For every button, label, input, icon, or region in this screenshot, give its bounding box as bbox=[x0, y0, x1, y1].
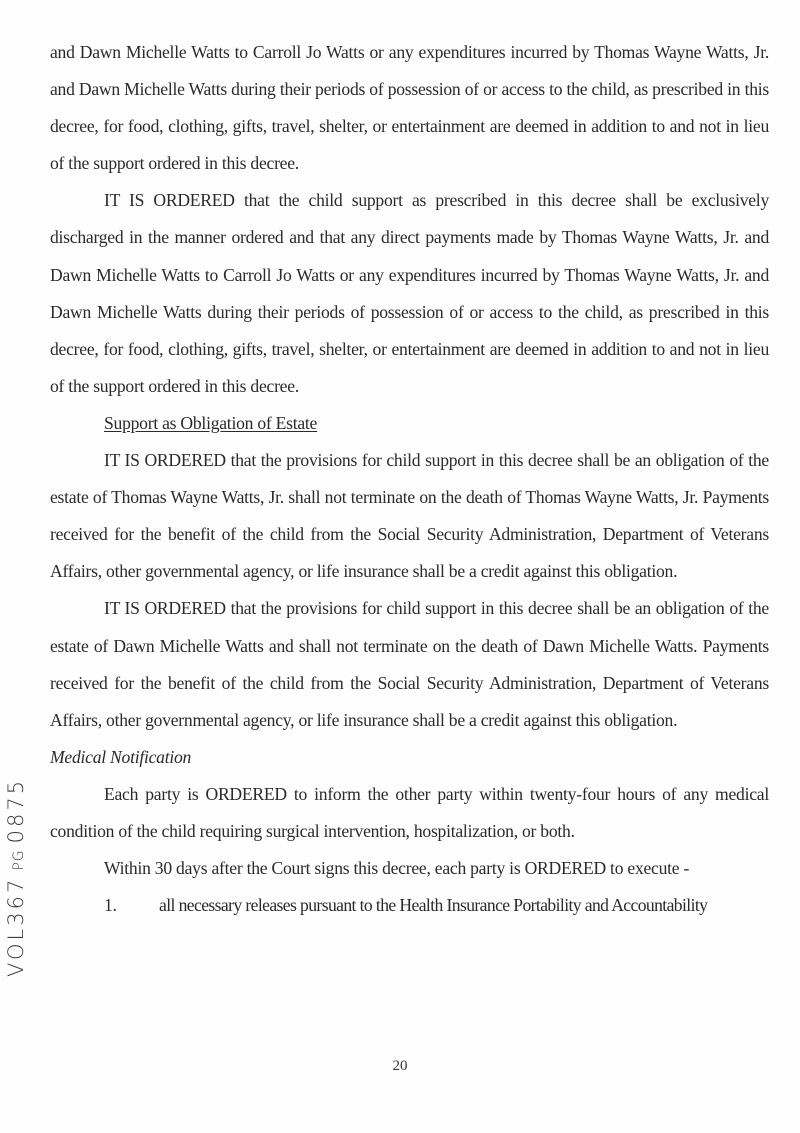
paragraph-support-discharge: IT IS ORDERED that the child support as prescribed in this decree shall be exclusively discharged in the manner ordered and that any direct payments made by Thomas Wayne Watts, Jr. and Dawn Michelle Watts to Carroll Jo Watts or any expenditures incurred by Thomas Wayne Watts, Jr. and Dawn Michelle Watts during their periods of possession of or access to the child, as prescribed in this decree, for food, clothing, gifts, travel, shelter, or entertainment are deemed in addition to and not in lieu of the support ordered in this decree. bbox=[50, 190, 769, 396]
paragraph-estate-obligation-mother: IT IS ORDERED that the provisions for child support in this decree shall be an obligation of the estate of Dawn Michelle Watts and shall not terminate on the death of Dawn Michelle Watts. Payments received for the benefit of the child from the Social Security Administration, Department of Veterans Affairs, other governmental agency, or life insurance shall be a credit against this obligation. bbox=[50, 598, 769, 730]
section-heading-medical-notification: Medical Notification bbox=[50, 746, 192, 767]
document-body bbox=[50, 34, 769, 924]
stamp-pg-number: 0875 bbox=[4, 777, 28, 844]
list-item-text: all necessary releases pursuant to the Health Insurance Portability and Accountability bbox=[159, 895, 708, 916]
section-heading-support-obligation bbox=[50, 405, 769, 442]
paragraph-execute-within-30-days: Within 30 days after the Court signs this decree, each party is ORDERED to execute - bbox=[104, 858, 690, 879]
volume-page-stamp bbox=[4, 778, 28, 977]
page-number: 20 bbox=[392, 1058, 408, 1074]
list-item bbox=[50, 887, 769, 924]
section-heading-text: Support as Obligation of Estate bbox=[104, 412, 318, 433]
list-item-number: 1. bbox=[104, 895, 117, 916]
stamp-vol-label: VOL bbox=[4, 925, 28, 977]
paragraph-estate-obligation-father: IT IS ORDERED that the provisions for child support in this decree shall be an obligation of the estate of Thomas Wayne Watts, Jr. shall not terminate on the death of Thomas Wayne Watts, Jr. Payments received for the benefit of the child from the Social Security Administration, Department of Veterans Affairs, other governmental agency, or life insurance shall be a credit against this obligation. bbox=[50, 450, 769, 582]
stamp-vol-number: 367 bbox=[4, 876, 28, 926]
paragraph-continuation: and Dawn Michelle Watts to Carroll Jo Watts or any expenditures incurred by Thomas Wayne Watts, Jr. and Dawn Michelle Watts during their periods of possession of or access to the child, as prescribed in this decree, for food, clothing, gifts, travel, shelter, or entertainment are deemed in addition to and not in lieu of the support ordered in this decree. bbox=[50, 42, 769, 174]
stamp-pg-label: PG bbox=[11, 849, 27, 871]
paragraph-medical-inform: Each party is ORDERED to inform the other party within twenty-four hours of any medical condition of the child requiring surgical intervention, hospitalization, or both. bbox=[50, 783, 769, 841]
